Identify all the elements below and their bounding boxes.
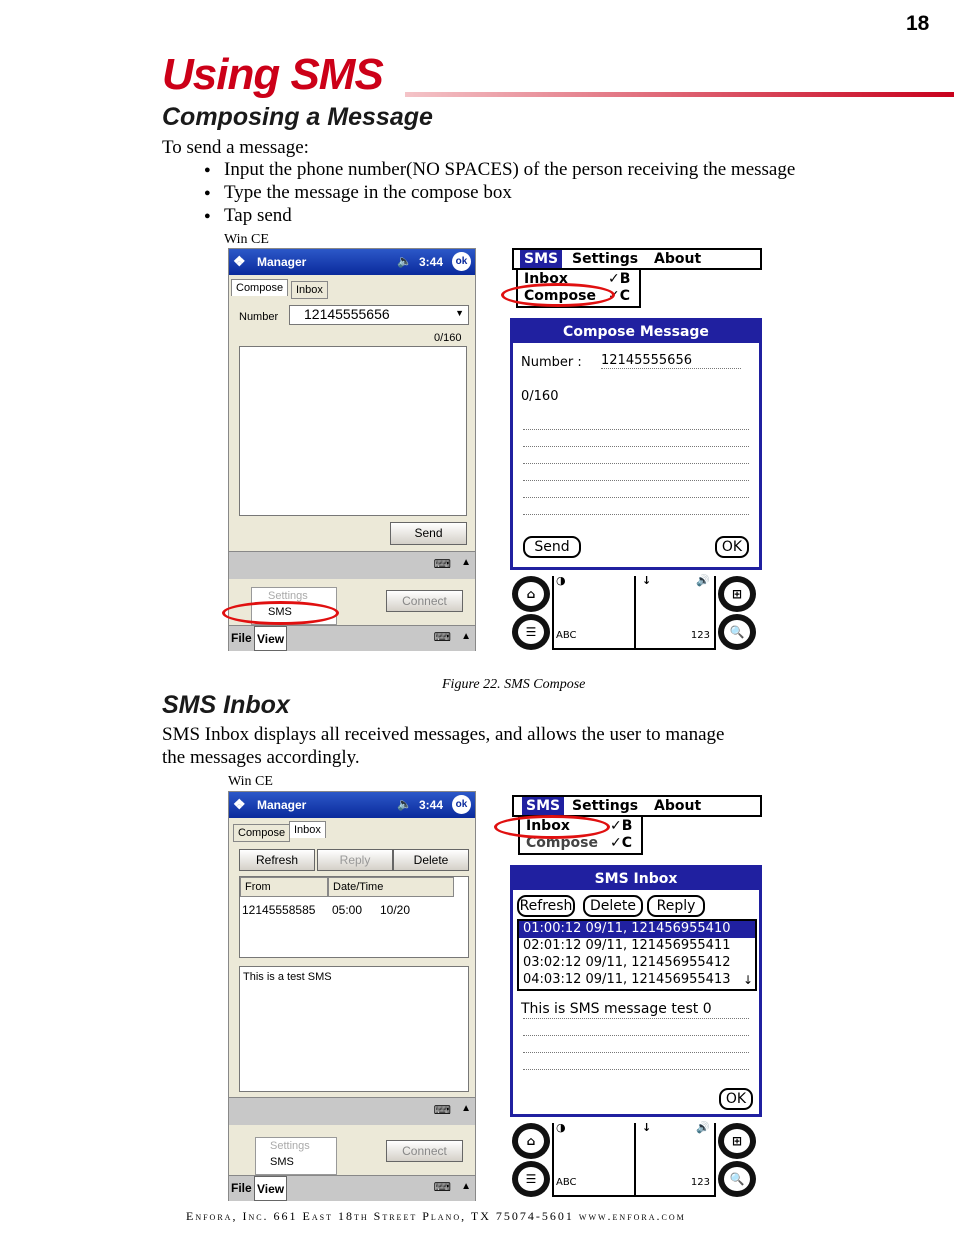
palm-menu-sms[interactable]: SMS xyxy=(520,250,562,268)
keyboard-icon[interactable]: ⌨ xyxy=(433,1180,451,1194)
arrow-up-icon[interactable]: ▲ xyxy=(461,557,471,568)
graffiti-input[interactable] xyxy=(552,576,716,650)
wince-titlebar xyxy=(229,249,475,275)
palm-inbox-title: SMS Inbox xyxy=(513,868,759,890)
menu-sms[interactable]: SMS xyxy=(268,606,292,618)
connect-button[interactable]: Connect xyxy=(386,590,463,612)
windows-logo-icon[interactable]: ❖ xyxy=(233,796,246,812)
contrast-icon[interactable]: ◑ xyxy=(556,1121,566,1134)
clock: 3:44 xyxy=(419,255,444,269)
wince-compose-screen xyxy=(228,248,476,651)
palm-ok-button[interactable]: OK xyxy=(719,1088,753,1110)
connect-button[interactable]: Connect xyxy=(386,1140,463,1162)
list-item[interactable]: 01:00:12 09/11, 121456955410 xyxy=(519,921,755,938)
speaker-icon[interactable]: 🔊 xyxy=(696,1121,710,1134)
palm-compose-form xyxy=(510,318,762,570)
palm-send-button[interactable]: Send xyxy=(523,536,581,558)
menu-settings[interactable]: Settings xyxy=(270,1140,310,1152)
wince-inbox-screen xyxy=(228,791,476,1201)
inbox-description-2: the messages accordingly. xyxy=(162,747,360,768)
column-from[interactable]: From xyxy=(240,877,328,897)
arrow-up-icon[interactable]: ▲ xyxy=(461,1181,471,1192)
highlight-circle xyxy=(222,601,339,625)
highlight-circle xyxy=(494,815,610,839)
palm-graffiti-area xyxy=(510,570,762,650)
palm-shortcut-c: ✓C xyxy=(610,835,633,851)
speaker-icon[interactable]: 🔊 xyxy=(696,574,710,587)
list-item[interactable]: 04:03:12 09/11, 121456955413 xyxy=(523,972,731,987)
palm-line[interactable] xyxy=(523,497,749,498)
number-label: Number xyxy=(239,311,279,323)
tab-inbox[interactable]: Inbox xyxy=(291,281,328,299)
page-title: Using SMS xyxy=(162,50,383,99)
abc-label: ABC xyxy=(556,630,577,641)
home-icon[interactable]: ⌂ xyxy=(512,1123,550,1159)
palm-menu-settings[interactable]: Settings xyxy=(572,798,639,814)
palm-graffiti-area xyxy=(510,1117,762,1197)
down-arrow-icon[interactable]: ↓ xyxy=(642,1121,652,1134)
palm-shortcut-c: ✓C xyxy=(608,288,631,304)
page-footer: Enfora, Inc. 661 East 18th Street Plano, TX 75074-5601 www.enfora.com xyxy=(186,1209,686,1223)
num-label: 123 xyxy=(690,630,710,641)
palm-menu-about[interactable]: About xyxy=(654,798,702,814)
speaker-icon[interactable]: 🔈 xyxy=(397,254,412,268)
palm-line[interactable] xyxy=(523,480,749,481)
palm-compose-screen xyxy=(510,248,764,652)
contrast-icon[interactable]: ◑ xyxy=(556,574,566,587)
scroll-down-icon[interactable]: ↓ xyxy=(742,973,753,987)
palm-shortcut-b: ✓B xyxy=(608,271,631,287)
palm-inbox-form xyxy=(510,865,762,1117)
figure-caption: Figure 22. SMS Compose xyxy=(442,677,586,692)
tab-compose[interactable]: Compose xyxy=(233,824,290,842)
arrow-up-icon[interactable]: ▲ xyxy=(461,1103,471,1114)
windows-logo-icon[interactable]: ❖ xyxy=(233,253,246,269)
file-menu[interactable]: File xyxy=(231,631,252,645)
list-item[interactable]: 03:02:12 09/11, 121456955412 xyxy=(523,955,731,970)
reply-button[interactable]: Reply xyxy=(317,849,393,871)
tab-inbox[interactable]: Inbox xyxy=(289,821,326,838)
palm-shortcut-b: ✓B xyxy=(610,818,633,834)
palm-line xyxy=(523,1069,749,1070)
wince-label-1: Win CE xyxy=(224,232,269,247)
graffiti-divider xyxy=(634,1123,636,1195)
palm-number-label: Number : xyxy=(521,355,582,370)
palm-message-list[interactable] xyxy=(517,919,757,991)
palm-number-field[interactable]: 12145555656 xyxy=(601,353,741,369)
sip-bar xyxy=(229,1097,475,1125)
list-item[interactable]: 02:01:12 09/11, 121456955411 xyxy=(523,938,731,953)
row-from: 12145558585 xyxy=(242,903,316,917)
arrow-up-icon[interactable]: ▲ xyxy=(461,631,471,642)
view-menu-popup xyxy=(255,1137,337,1175)
menu-settings[interactable]: Settings xyxy=(268,590,308,602)
inbox-description-1: SMS Inbox displays all received messages, and allows the user to manage xyxy=(162,724,725,745)
send-button[interactable]: Send xyxy=(390,522,467,545)
calculator-icon[interactable]: ⊞ xyxy=(718,1123,756,1159)
palm-menu-bar xyxy=(512,248,762,270)
view-menu[interactable]: View xyxy=(254,1176,287,1201)
palm-delete-button[interactable]: Delete xyxy=(583,895,643,917)
row-time: 05:00 xyxy=(332,903,363,917)
palm-refresh-button[interactable]: Refresh xyxy=(517,895,575,917)
row-date: 10/20 xyxy=(380,903,411,917)
palm-menu-sms[interactable]: SMS xyxy=(522,797,564,815)
menu-sms[interactable]: SMS xyxy=(270,1156,294,1168)
section-heading-inbox: SMS Inbox xyxy=(162,691,290,719)
palm-counter: 0/160 xyxy=(521,389,559,404)
clock: 3:44 xyxy=(419,798,444,812)
delete-button[interactable]: Delete xyxy=(393,849,469,871)
section-heading-compose: Composing a Message xyxy=(162,103,433,131)
app-title: Manager xyxy=(257,798,307,812)
char-counter: 0/160 xyxy=(434,332,462,344)
keyboard-icon[interactable]: ⌨ xyxy=(433,1103,451,1117)
app-title: Manager xyxy=(257,255,307,269)
menu-icon[interactable]: ☰ xyxy=(512,614,550,650)
bullet-3: ● Tap send xyxy=(204,205,292,227)
intro-text: To send a message: xyxy=(162,137,309,158)
palm-message-text: This is SMS message test 0 xyxy=(521,1001,712,1017)
down-arrow-icon[interactable]: ↓ xyxy=(642,574,652,587)
find-icon[interactable]: 🔍 xyxy=(718,1161,756,1197)
bullet-1: ● Input the phone number(NO SPACES) of the person receiving the message xyxy=(204,159,795,181)
message-list[interactable] xyxy=(239,876,469,958)
palm-line xyxy=(523,1035,749,1036)
dropdown-arrow-icon[interactable]: ▼ xyxy=(455,308,464,318)
title-rule xyxy=(405,92,954,97)
ok-button[interactable]: ok xyxy=(452,795,471,814)
message-textarea[interactable] xyxy=(239,346,467,516)
number-value: 12145555656 xyxy=(304,306,390,322)
palm-line[interactable] xyxy=(523,514,749,515)
highlight-circle xyxy=(501,283,615,307)
abc-label: ABC xyxy=(556,1177,577,1188)
file-menu[interactable]: File xyxy=(231,1181,252,1195)
palm-item-inbox[interactable]: Inbox xyxy=(526,818,570,834)
palm-menu-settings[interactable]: Settings xyxy=(572,251,639,267)
palm-menu-about[interactable]: About xyxy=(654,251,702,267)
palm-line[interactable] xyxy=(523,446,749,447)
palm-ok-button[interactable]: OK xyxy=(715,536,749,558)
palm-menu-bar xyxy=(512,795,762,817)
wince-label-2: Win CE xyxy=(228,774,273,789)
palm-line xyxy=(523,1018,749,1019)
keyboard-icon[interactable]: ⌨ xyxy=(433,630,451,644)
view-menu[interactable]: View xyxy=(254,626,287,651)
home-icon[interactable]: ⌂ xyxy=(512,576,550,612)
calculator-icon[interactable]: ⊞ xyxy=(718,576,756,612)
keyboard-icon[interactable]: ⌨ xyxy=(433,557,451,571)
palm-item-inbox[interactable]: Inbox xyxy=(524,271,568,287)
palm-line xyxy=(523,1052,749,1053)
palm-inbox-screen xyxy=(510,795,764,1197)
column-datetime[interactable]: Date/Time xyxy=(328,877,454,897)
page-number: 18 xyxy=(906,12,930,35)
palm-compose-title: Compose Message xyxy=(513,321,759,343)
palm-item-compose[interactable]: Compose xyxy=(524,288,596,304)
message-preview: This is a test SMS xyxy=(239,966,469,1092)
palm-line[interactable] xyxy=(523,429,749,430)
wince-titlebar xyxy=(229,792,475,818)
speaker-icon[interactable]: 🔈 xyxy=(397,797,412,811)
bullet-2: ● Type the message in the compose box xyxy=(204,182,512,204)
graffiti-divider xyxy=(634,576,636,648)
tab-compose[interactable]: Compose xyxy=(231,279,288,296)
palm-line[interactable] xyxy=(523,463,749,464)
ok-button[interactable]: ok xyxy=(452,252,471,271)
num-label: 123 xyxy=(690,1177,710,1188)
menu-icon[interactable]: ☰ xyxy=(512,1161,550,1197)
refresh-button[interactable]: Refresh xyxy=(239,849,315,871)
menu-bar xyxy=(229,1175,475,1201)
palm-item-compose[interactable]: Compose xyxy=(526,835,598,851)
find-icon[interactable]: 🔍 xyxy=(718,614,756,650)
number-select[interactable] xyxy=(289,305,469,325)
graffiti-input[interactable] xyxy=(552,1123,716,1197)
menu-bar xyxy=(229,625,475,651)
palm-reply-button[interactable]: Reply xyxy=(647,895,705,917)
sip-bar xyxy=(229,551,475,579)
